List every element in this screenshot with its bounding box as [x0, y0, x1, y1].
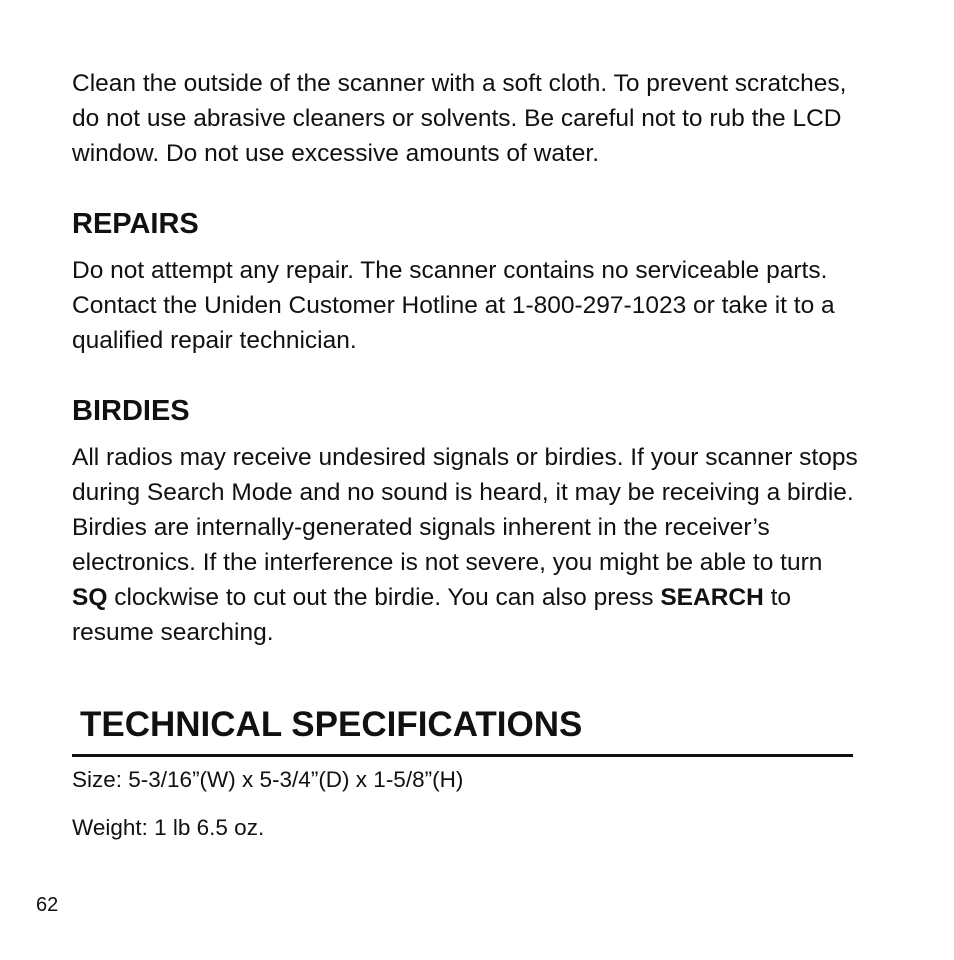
sq-key-label: SQ — [72, 584, 108, 611]
birdies-text-part-2: clockwise to cut out the birdie. You can also press — [107, 584, 661, 611]
technical-specifications-heading: TECHNICAL SPECIFICATIONS — [80, 705, 583, 744]
cleaning-paragraph: Clean the outside of the scanner with a soft cloth. To prevent scratches, do not use abrasive cleaners or solvents. Be careful not to rub the LCD window. Do not use excessive amounts of water. — [72, 70, 847, 167]
repairs-heading: REPAIRS — [72, 208, 199, 240]
heading-underline-rule — [72, 754, 853, 757]
birdies-paragraph — [72, 440, 862, 650]
search-key-label: SEARCH — [660, 584, 764, 611]
birdies-text-part-3: to resume searching. — [72, 584, 792, 646]
repairs-paragraph: Do not attempt any repair. The scanner contains no serviceable parts. Contact the Uniden Customer Hotline at 1-800-297-1023 or take it to a qualified repair technician. — [72, 257, 835, 354]
spec-weight: Weight: 1 lb 6.5 oz. — [72, 815, 265, 840]
birdies-text-part-1: All radios may receive undesired signals or birdies. If your scanner stops during Search Mode and no sound is heard, it may be receiving a birdie. Birdies are internally-generated signals inherent in the receiver’s electronics. If the interference is not severe, you might be able to turn — [72, 444, 858, 576]
birdies-heading: BIRDIES — [72, 395, 190, 427]
page-number: 62 — [36, 894, 59, 916]
spec-size: Size: 5-3/16”(W) x 5-3/4”(D) x 1-5/8”(H) — [72, 767, 464, 792]
